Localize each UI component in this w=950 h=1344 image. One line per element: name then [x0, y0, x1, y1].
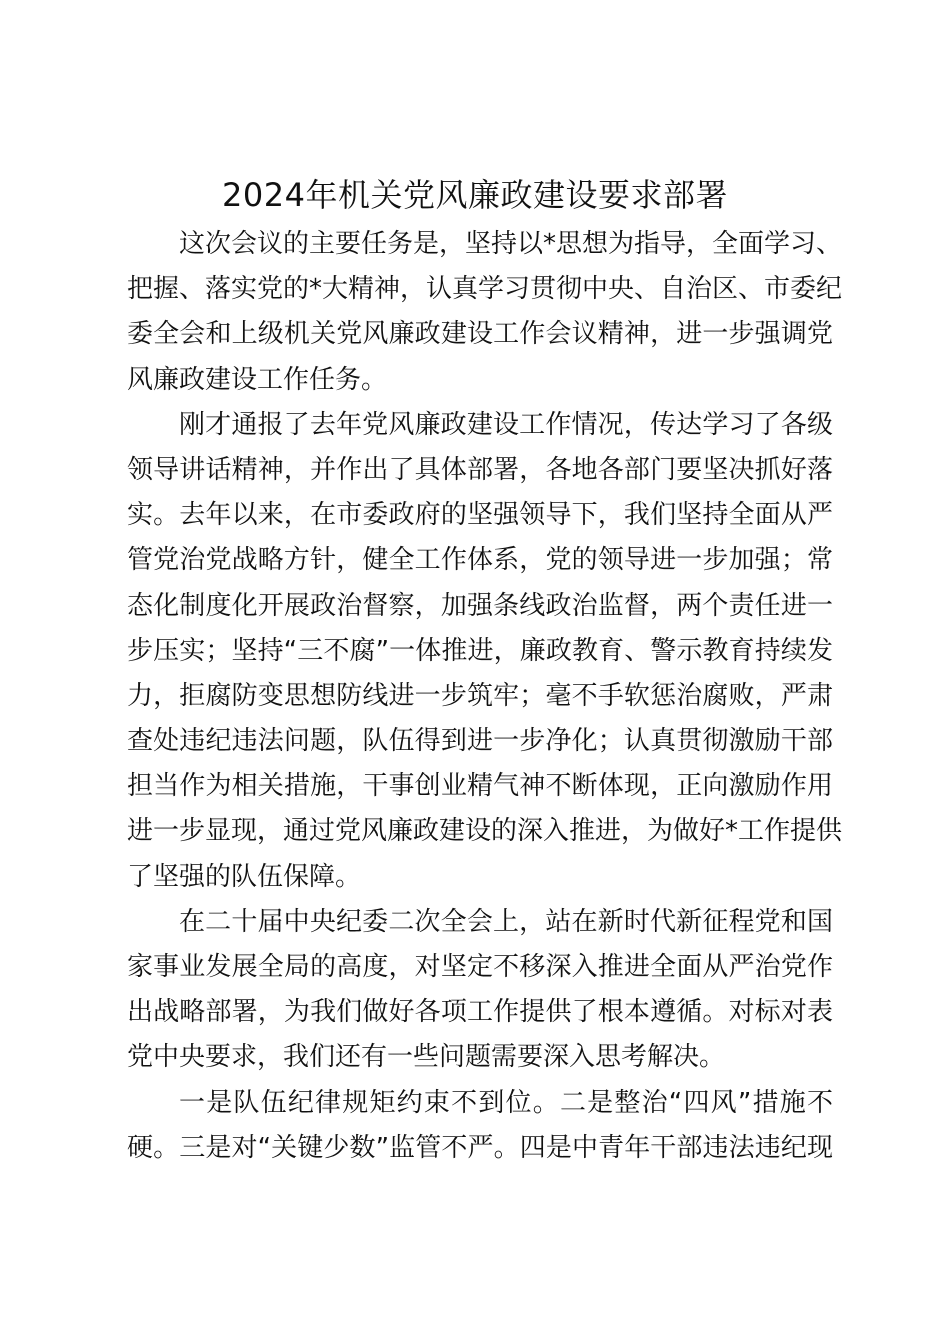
paragraph-line: 力，拒腐防变思想防线进一步筑牢；毫不手软惩治腐败，严肃 [127, 680, 833, 711]
paragraph-3 [127, 900, 833, 1081]
paragraph-line: 一是队伍纪律规矩约束不到位。二是整治“四风”措施不 [179, 1087, 833, 1118]
paragraph-line: 硬。三是对“关键少数”监管不严。四是中青年干部违法违纪现 [127, 1132, 833, 1163]
paragraph-line: 担当作为相关措施，干事创业精气神不断体现，正向激励作用 [127, 771, 833, 802]
paragraph-line: 了坚强的队伍保障。 [127, 861, 362, 892]
paragraph-line: 领导讲话精神，并作出了具体部署，各地各部门要坚决抓好落 [127, 454, 833, 485]
paragraph-4 [127, 1081, 833, 1171]
paragraph-line: 查处违纪违法问题，队伍得到进一步净化；认真贯彻激励干部 [127, 726, 833, 757]
paragraph-line: 家事业发展全局的高度，对坚定不移深入推进全面从严治党作 [127, 952, 833, 982]
paragraph-line: 进一步显现，通过党风廉政建设的深入推进，为做好*工作提供 [127, 816, 843, 847]
paragraph-line: 步压实；坚持“三不腐”一体推进，廉政教育、警示教育持续发 [127, 635, 833, 666]
paragraph-line: 刚才通报了去年党风廉政建设工作情况，传达学习了各级 [179, 409, 833, 440]
paragraph-line: 党中央要求，我们还有一些问题需要深入思考解决。 [127, 1042, 726, 1073]
document-title: 2024年机关党风廉政建设要求部署 [222, 176, 728, 214]
paragraph-line: 管党治党战略方针，健全工作体系，党的领导进一步加强；常 [127, 545, 833, 576]
paragraph-line: 在二十届中央纪委二次全会上，站在新时代新征程党和国 [179, 906, 833, 937]
paragraph-2 [127, 403, 843, 900]
paragraph-line: 态化制度化开展政治督察，加强条线政治监督，两个责任进一 [127, 590, 833, 621]
paragraph-line: 出战略部署，为我们做好各项工作提供了根本遵循。对标对表 [127, 997, 833, 1028]
paragraph-line: 把握、落实党的*大精神，认真学习贯彻中央、自治区、市委纪 [127, 274, 843, 305]
paragraph-1 [127, 222, 843, 403]
paragraph-line: 委全会和上级机关党风廉政建设工作会议精神，进一步强调党 [127, 319, 833, 350]
paragraph-line: 这次会议的主要任务是，坚持以*思想为指导，全面学习、 [179, 229, 843, 259]
paragraph-line: 风廉政建设工作任务。 [127, 364, 388, 395]
document-body [127, 222, 843, 1171]
paragraph-line: 实。去年以来，在市委政府的坚强领导下，我们坚持全面从严 [127, 500, 833, 531]
